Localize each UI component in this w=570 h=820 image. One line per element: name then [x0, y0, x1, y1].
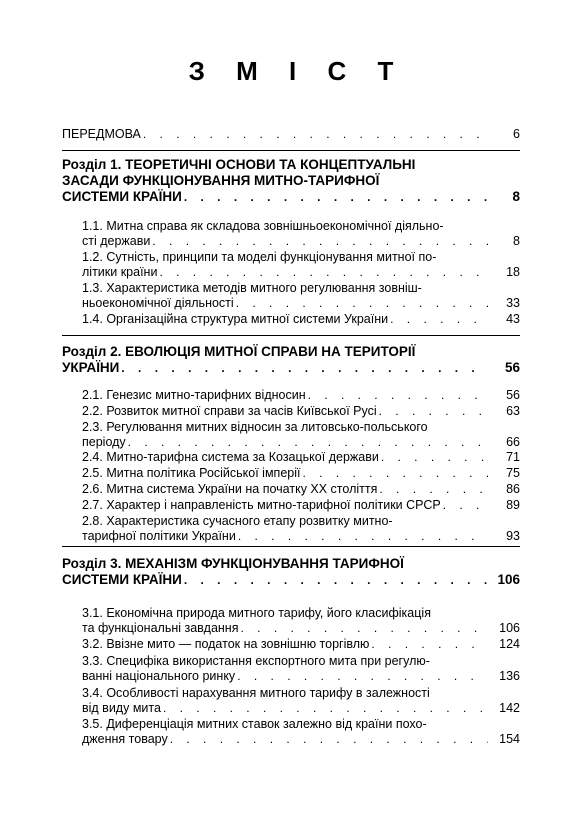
toc-item-1-1[interactable]: [82, 219, 520, 249]
toc-page-number: 106: [497, 572, 520, 587]
toc-item-line: сті держави: [82, 234, 151, 248]
toc-section-3[interactable]: [62, 556, 520, 588]
toc-item-line: 2.6. Митна система України на початку ХХ століття: [82, 482, 378, 496]
leader-dots: [240, 621, 488, 636]
toc-page-number: 18: [506, 265, 520, 279]
leader-dots: [170, 732, 488, 747]
leader-dots: [308, 388, 488, 403]
toc-item-line: 2.2. Розвиток митної справи за часів Київської Русі: [82, 404, 377, 418]
page-title: З М І С Т: [188, 56, 406, 86]
toc-page-number: 136: [499, 669, 520, 683]
leader-dots: [379, 404, 488, 419]
toc-item-line: 1.4. Організаційна структура митної системи України: [82, 312, 389, 326]
leader-dots: [238, 529, 488, 544]
toc-page-number: 106: [499, 621, 520, 635]
toc-page-number: 56: [504, 360, 520, 375]
leader-dots: [159, 265, 488, 280]
toc-item-line: 1.2. Сутність, принципи та моделі функціонування митної по-: [82, 250, 437, 264]
toc-item-line: 3.1. Економічна природа митного тарифу, його класифікація: [82, 606, 431, 620]
section-divider: [62, 546, 520, 547]
toc-page-number: 8: [512, 189, 520, 204]
toc-item-3-3[interactable]: [82, 654, 520, 684]
section-title-line: Розділ 2. ЕВОЛЮЦІЯ МИТНОЇ СПРАВИ НА ТЕРИТОРІЇ: [62, 344, 416, 359]
toc-item-2-1[interactable]: [82, 388, 520, 403]
toc-item-line: 3.2. Ввізне мито — податок на зовнішню торгівлю: [82, 637, 370, 651]
toc-page-number: 56: [506, 388, 520, 402]
section-title-line: СИСТЕМИ КРАЇНИ: [62, 189, 182, 204]
toc-page-number: 142: [499, 701, 520, 715]
toc-item-line: ванні національного ринку: [82, 669, 236, 683]
toc-page-number: 93: [506, 529, 520, 543]
toc-item-line: дження товару: [82, 732, 168, 746]
toc-item-1-2[interactable]: [82, 250, 520, 280]
toc-item-line: 2.5. Митна політика Російської імперії: [82, 466, 301, 480]
toc-item-2-5[interactable]: [82, 466, 520, 481]
toc-item-2-8[interactable]: [82, 514, 520, 544]
leader-dots: [128, 435, 488, 450]
toc-item-3-5[interactable]: [82, 717, 520, 747]
leader-dots: [390, 312, 488, 327]
toc-item-line: періоду: [82, 435, 126, 449]
toc-item-2-3[interactable]: [82, 420, 520, 450]
toc-item-1-4[interactable]: [82, 312, 520, 327]
toc-item-2-4[interactable]: [82, 450, 520, 465]
leader-dots: [184, 572, 488, 588]
toc-page-number: 63: [506, 404, 520, 418]
toc-item-line: 2.4. Митно-тарифна система за Козацької держави: [82, 450, 379, 464]
section-title-line: Розділ 1. ТЕОРЕТИЧНІ ОСНОВИ ТА КОНЦЕПТУАЛЬНІ: [62, 157, 416, 172]
leader-dots: [163, 701, 488, 716]
toc-item-line: 3.3. Специфіка використання експортного мита при регулю-: [82, 654, 430, 668]
section-title-line: УКРАЇНИ: [62, 360, 120, 375]
toc-page-number: 124: [499, 637, 520, 651]
toc-item-line: літики країни: [82, 265, 158, 279]
toc-item-line: 1.3. Характеристика методів митного регулювання зовніш-: [82, 281, 422, 295]
leader-dots: [443, 498, 488, 513]
toc-item-line: тарифної політики України: [82, 529, 236, 543]
section-divider: [62, 335, 520, 336]
toc-item-3-2[interactable]: [82, 637, 520, 652]
toc-entry-label: ПЕРЕДМОВА: [62, 127, 141, 141]
toc-item-line: 2.8. Характеристика сучасного етапу розвитку митно-: [82, 514, 393, 528]
toc-page-number: 89: [506, 498, 520, 512]
toc-item-line: 2.1. Генезис митно-тарифних відносин: [82, 388, 306, 402]
toc-item-line: 2.7. Характер і направленість митно-тарифної політики СРСР: [82, 498, 441, 512]
toc-item-line: від виду мита: [82, 701, 161, 715]
toc-item-1-3[interactable]: [82, 281, 520, 311]
leader-dots: [381, 450, 488, 465]
toc-page-number: 6: [513, 127, 520, 141]
toc-item-line: 3.4. Особливості нарахування митного тарифу в залежності: [82, 686, 430, 700]
leader-dots: [143, 127, 488, 142]
toc-section-2[interactable]: [62, 344, 520, 376]
toc-item-line: 3.5. Диференціація митних ставок залежно від країни похо-: [82, 717, 427, 731]
toc-item-2-7[interactable]: [82, 498, 520, 513]
section-title-line: ЗАСАДИ ФУНКЦІОНУВАННЯ МИТНО-ТАРИФНОЇ: [62, 173, 380, 188]
leader-dots: [371, 637, 488, 652]
leader-dots: [302, 466, 488, 481]
toc-item-line: 2.3. Регулювання митних відносин за литовсько-польського: [82, 420, 428, 434]
toc-page-number: 75: [506, 466, 520, 480]
toc-item-line: та функціональні завдання: [82, 621, 239, 635]
toc-page-number: 71: [506, 450, 520, 464]
toc-item-line: ньоекономічної діяльності: [82, 296, 234, 310]
toc-item-3-4[interactable]: [82, 686, 520, 716]
leader-dots: [237, 669, 488, 684]
section-title-line: СИСТЕМИ КРАЇНИ: [62, 572, 182, 587]
toc-item-2-2[interactable]: [82, 404, 520, 419]
toc-page-number: 33: [506, 296, 520, 310]
toc-section-1[interactable]: [62, 157, 520, 205]
toc-item-2-6[interactable]: [82, 482, 520, 497]
toc-page-number: 43: [506, 312, 520, 326]
section-divider: [62, 150, 520, 151]
section-title-line: Розділ 3. МЕХАНІЗМ ФУНКЦІОНУВАННЯ ТАРИФНОЇ: [62, 556, 404, 571]
toc-page-number: 86: [506, 482, 520, 496]
toc-page-number: 154: [499, 732, 520, 746]
leader-dots: [379, 482, 488, 497]
toc-page-number: 66: [506, 435, 520, 449]
toc-page-number: 8: [513, 234, 520, 248]
leader-dots: [184, 189, 488, 205]
toc-item-line: 1.1. Митна справа як складова зовнішньоекономічної діяльно-: [82, 219, 444, 233]
toc-item-3-1[interactable]: [82, 606, 520, 636]
leader-dots: [152, 234, 488, 249]
leader-dots: [236, 296, 488, 311]
toc-entry-preface[interactable]: [62, 127, 520, 142]
leader-dots: [121, 360, 488, 376]
